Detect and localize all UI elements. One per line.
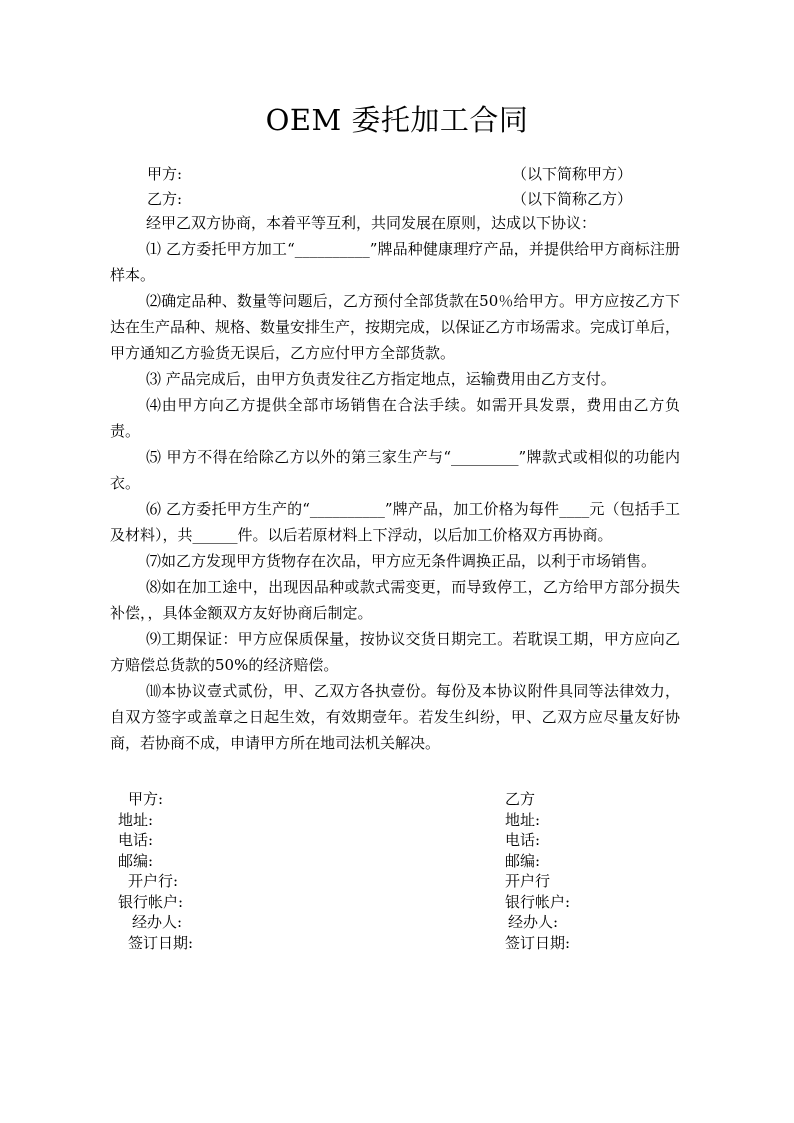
sign-a-agent: 经办人: bbox=[132, 913, 183, 931]
sign-a-phone: 电话: bbox=[118, 831, 154, 849]
sign-b-account: 银行帐户: bbox=[505, 892, 571, 911]
sign-a-date: 签订日期: bbox=[128, 933, 194, 952]
sign-b-address: 地址: bbox=[505, 810, 541, 829]
sign-b-party: 乙方 bbox=[505, 790, 536, 808]
contract-body bbox=[110, 210, 680, 756]
clause-7: ⑺如乙方发现甲方货物存在次品，甲方应无条件调换正品，以利于市场销售。 bbox=[146, 552, 657, 570]
clause-10: ⑽本协议壹式贰份，甲、乙双方各执壹份。每份及本协议附件具同等法律效力，自双方签字或盖章之日起生效，有效期壹年。若发生纠纷，甲、乙双方应尽量友好协商，若协商不成，申请甲方所在地司法机关解决。 bbox=[110, 682, 680, 752]
document-title: OEM 委托加工合同 bbox=[265, 103, 529, 137]
sign-b-postcode: 邮编: bbox=[505, 851, 541, 870]
sign-b-phone: 电话: bbox=[505, 831, 541, 849]
intro-paragraph: 经甲乙双方协商，本着平等互利，共同发展在原则，达成以下协议： bbox=[146, 214, 597, 232]
clause-8: ⑻如在加工途中，出现因品种或款式需变更，而导致停工，乙方给甲方部分损失补偿，，具体金额双方友好协商后制定。 bbox=[110, 578, 680, 622]
sign-a-address: 地址: bbox=[118, 810, 154, 829]
party-a-label: 甲方: bbox=[147, 165, 183, 183]
signature-block-party-b bbox=[505, 789, 570, 953]
clause-1: ⑴ 乙方委托甲方加工“__________”牌品种健康理疗产品，并提供给甲方商标注册样本。 bbox=[110, 240, 680, 284]
clause-3: ⑶ 产品完成后，由甲方负责发往乙方指定地点，运输费用由乙方支付。 bbox=[146, 370, 616, 388]
sign-a-party: 甲方: bbox=[128, 790, 164, 808]
party-a-note: （以下简称甲方） bbox=[512, 165, 633, 183]
party-b-note: （以下简称乙方） bbox=[512, 190, 633, 208]
clause-2: ⑵确定品种、数量等问题后，乙方预付全部货款在50％给甲方。甲方应按乙方下达在生产品种、规格、数量安排生产，按期完成，以保证乙方市场需求。完成订单后，甲方通知乙方验货无误后，乙方应付甲方全部货款。 bbox=[110, 292, 681, 362]
sign-a-postcode: 邮编: bbox=[118, 851, 154, 870]
sign-a-account: 银行帐户: bbox=[118, 892, 184, 911]
sign-b-agent: 经办人: bbox=[508, 913, 559, 931]
sign-b-date: 签订日期: bbox=[505, 933, 571, 952]
clause-5: ⑸ 甲方不得在给除乙方以外的第三家生产与“_________”牌款式或相似的功能内衣。 bbox=[110, 448, 680, 492]
signature-block-party-a bbox=[118, 789, 193, 953]
clause-6: ⑹ 乙方委托甲方生产的“__________”牌产品，加工价格为每件____元（包括手工及材料），共______件。以后若原材料上下浮动，以后加工价格双方再协商。 bbox=[110, 500, 680, 544]
clause-9: ⑼工期保证：甲方应保质保量，按协议交货日期完工。若耽误工期，甲方应向乙方赔偿总货款的50%的经济赔偿。 bbox=[110, 630, 680, 674]
party-b-label: 乙方: bbox=[147, 190, 183, 208]
sign-a-bank: 开户行: bbox=[128, 872, 179, 890]
clause-4: ⑷由甲方向乙方提供全部市场销售在合法手续。如需开具发票，费用由乙方负责。 bbox=[110, 396, 680, 440]
sign-b-bank: 开户行 bbox=[505, 872, 551, 890]
